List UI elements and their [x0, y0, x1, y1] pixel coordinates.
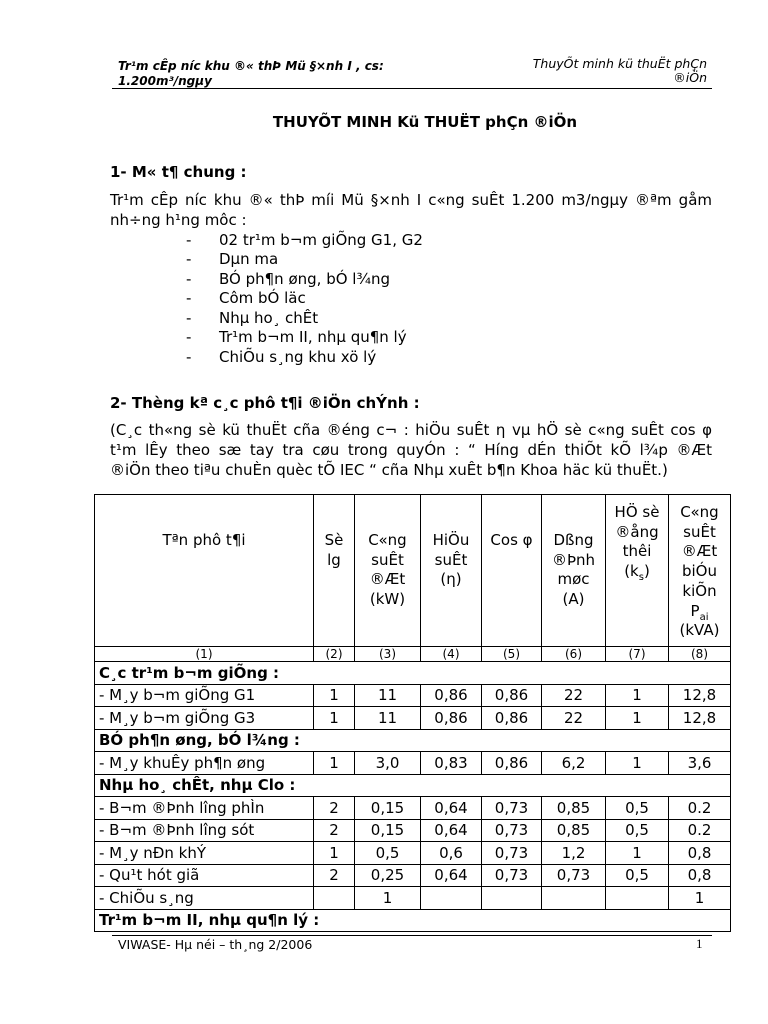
table-row [95, 864, 731, 887]
column-header-load-name [95, 495, 314, 647]
column-number: (8) [669, 647, 731, 662]
quantity-cell: 2 [314, 864, 355, 887]
quantity-cell: 1 [314, 842, 355, 865]
quantity-cell [314, 887, 355, 910]
group-label: BÓ ph¶n øng, bÓ l¾ng : [95, 729, 731, 752]
apparent-power-cell: 0,8 [669, 864, 731, 887]
efficiency-cell: 0,64 [421, 797, 482, 820]
column-header-subscript: ai [699, 611, 709, 623]
column-header-apparent-power [669, 495, 731, 647]
column-header-label: Cos φ [490, 531, 533, 549]
efficiency-cell: 0,6 [421, 842, 482, 865]
quantity-cell: 1 [314, 752, 355, 775]
column-header-cos-phi [482, 495, 542, 647]
cos-phi-cell: 0,86 [482, 684, 542, 707]
column-header-label: C«ng suÊt ®Æt biÓu kiÕn P [680, 503, 719, 620]
section2-paragraph [110, 420, 712, 480]
cos-phi-cell: 0,73 [482, 819, 542, 842]
rated-current-cell [542, 887, 606, 910]
load-name-cell: - Qu¹t hót giã [95, 864, 314, 887]
column-header-label: HiÖu suÊt (η) [432, 531, 470, 589]
paragraph-line: (C¸c th«ng sè kü thuËt cña ®éng c¬ : hiÖu suÊt η vµ hÖ sè c«ng suÊt cos φ [110, 421, 712, 439]
rated-power-cell: 0,15 [355, 819, 421, 842]
list-item [186, 348, 423, 368]
column-header-label: Tªn phô t¶i [162, 531, 246, 549]
simultaneity-factor-cell: 0,5 [606, 797, 669, 820]
list-item [186, 289, 423, 309]
cos-phi-cell: 0,86 [482, 707, 542, 730]
table-row [95, 707, 731, 730]
table-row [95, 887, 731, 910]
rated-current-cell: 0,85 [542, 797, 606, 820]
list-marker: - [186, 347, 192, 366]
list-item [186, 250, 423, 270]
column-number: (2) [314, 647, 355, 662]
rated-power-cell: 11 [355, 707, 421, 730]
simultaneity-factor-cell: 1 [606, 707, 669, 730]
rated-current-cell: 0,73 [542, 864, 606, 887]
load-name-cell: - M¸y khuÊy ph¶n øng [95, 752, 314, 775]
load-name-cell: - B¬m ®Þnh lîng phÌn [95, 797, 314, 820]
rated-power-cell: 11 [355, 684, 421, 707]
load-name-cell: - B¬m ®Þnh lîng sót [95, 819, 314, 842]
table-row [95, 752, 731, 775]
table-group-row [95, 729, 731, 752]
apparent-power-cell: 1 [669, 887, 731, 910]
column-number: (7) [606, 647, 669, 662]
rated-current-cell: 22 [542, 684, 606, 707]
document-title: THUYÕT MINH Kü THUËT phÇn ®iÖn [272, 113, 578, 131]
list-marker: - [186, 269, 192, 288]
table-row [95, 684, 731, 707]
page-number: 1 [696, 936, 703, 951]
list-marker: - [186, 230, 192, 249]
running-header-project [118, 59, 448, 89]
apparent-power-cell: 3,6 [669, 752, 731, 775]
footer-organization-date: VIWASE- Hµ néi – th¸ng 2/2006 [118, 937, 313, 952]
running-header-project-line1: Tr¹m cÊp níc khu ®« thÞ Mü §×nh I , cs: [118, 59, 384, 73]
list-item [186, 309, 423, 329]
simultaneity-factor-cell: 1 [606, 684, 669, 707]
column-header-label: HÖ sè ®ång thêi (k [614, 503, 660, 581]
apparent-power-cell: 12,8 [669, 707, 731, 730]
table-header-row [95, 495, 731, 647]
quantity-cell: 1 [314, 707, 355, 730]
header-rule [112, 88, 712, 89]
running-header-project-line2: 1.200m³/ngµy [118, 74, 212, 88]
paragraph-line: Tr¹m cÊp níc khu ®« thÞ míi Mü §×nh I c«ng suÊt 1.200 m3/ngµy ®ªm gåm [110, 191, 712, 209]
work-items-list [186, 231, 423, 368]
list-item [186, 270, 423, 290]
section2-heading: 2- Thèng kª c¸c phô t¶i ®iÖn chÝnh : [110, 394, 420, 412]
rated-power-cell: 1 [355, 887, 421, 910]
apparent-power-cell: 0,8 [669, 842, 731, 865]
rated-current-cell: 1,2 [542, 842, 606, 865]
column-header-efficiency [421, 495, 482, 647]
rated-power-cell: 0,5 [355, 842, 421, 865]
cos-phi-cell: 0,73 [482, 797, 542, 820]
list-marker: - [186, 328, 192, 346]
section1-paragraph [110, 191, 712, 230]
running-header-document-line1: ThuyÕt minh kü thuËt phÇn [532, 56, 707, 71]
load-name-cell: - M¸y b¬m giÕng G3 [95, 707, 314, 730]
column-header-rated-current [542, 495, 606, 647]
table-row [95, 797, 731, 820]
group-label: Tr¹m b¬m II, nhµ qu¶n lý : [95, 909, 731, 932]
table-row [95, 819, 731, 842]
load-name-cell: - M¸y b¬m giÕng G1 [95, 684, 314, 707]
paragraph-line: nh÷ng h¹ng môc : [110, 210, 247, 229]
list-item-text: BÓ ph¶n øng, bÓ l¾ng [219, 269, 391, 288]
quantity-cell: 1 [314, 684, 355, 707]
column-header-suffix: (kVA) [679, 621, 720, 640]
apparent-power-cell: 0.2 [669, 819, 731, 842]
column-number: (1) [95, 647, 314, 662]
simultaneity-factor-cell: 0,5 [606, 819, 669, 842]
efficiency-cell: 0,64 [421, 819, 482, 842]
column-header-label: Sè lg [324, 531, 344, 569]
column-number-row [95, 647, 731, 662]
quantity-cell: 2 [314, 819, 355, 842]
group-label: Nhµ ho¸ chÊt, nhµ Clo : [95, 774, 731, 797]
section1-heading: 1- M« t¶ chung : [110, 163, 247, 181]
list-marker: - [186, 250, 192, 268]
table-group-row [95, 909, 731, 932]
table-row [95, 842, 731, 865]
rated-current-cell: 0,85 [542, 819, 606, 842]
list-item-text: 02 tr¹m b¬m giÕng G1, G2 [219, 230, 423, 249]
cos-phi-cell [482, 887, 542, 910]
table-group-row [95, 774, 731, 797]
list-item [186, 328, 423, 348]
column-number: (5) [482, 647, 542, 662]
rated-power-cell: 3,0 [355, 752, 421, 775]
group-label: C¸c tr¹m b¬m giÕng : [95, 662, 731, 685]
apparent-power-cell: 12,8 [669, 684, 731, 707]
apparent-power-cell: 0.2 [669, 797, 731, 820]
paragraph-line: ®iÖn theo tiªu chuÈn quèc tÕ IEC “ cña Nhµ xuÊt b¶n Khoa häc kü thuËt.) [110, 461, 668, 479]
load-name-cell: - ChiÕu s¸ng [95, 887, 314, 910]
column-number: (3) [355, 647, 421, 662]
column-number: (4) [421, 647, 482, 662]
list-item-text: Dµn ma [219, 250, 279, 268]
running-header-document [447, 57, 707, 85]
column-header-quantity [314, 495, 355, 647]
simultaneity-factor-cell [606, 887, 669, 910]
paragraph-line: t¹m lÊy theo sæ tay tra cøu trong quyÓn : “ Híng dÉn thiÕt kÕ l¾p ®Æt [110, 441, 712, 459]
cos-phi-cell: 0,73 [482, 864, 542, 887]
column-header-rated-power [355, 495, 421, 647]
list-marker: - [186, 289, 192, 307]
simultaneity-factor-cell: 0,5 [606, 864, 669, 887]
efficiency-cell [421, 887, 482, 910]
running-header-document-line2: ®iÖn [673, 70, 707, 85]
efficiency-cell: 0,86 [421, 707, 482, 730]
efficiency-cell: 0,86 [421, 684, 482, 707]
rated-current-cell: 22 [542, 707, 606, 730]
simultaneity-factor-cell: 1 [606, 842, 669, 865]
load-name-cell: - M¸y nÐn khÝ [95, 842, 314, 865]
column-header-label: C«ng suÊt ®Æt (kW) [368, 531, 407, 609]
simultaneity-factor-cell: 1 [606, 752, 669, 775]
electrical-load-table [94, 494, 731, 932]
list-item [186, 231, 423, 251]
quantity-cell: 2 [314, 797, 355, 820]
cos-phi-cell: 0,86 [482, 752, 542, 775]
list-item-text: Tr¹m b¬m II, nhµ qu¶n lý [219, 328, 407, 346]
list-item-text: ChiÕu s¸ng khu xö lý [219, 347, 377, 366]
list-marker: - [186, 308, 192, 327]
column-number: (6) [542, 647, 606, 662]
column-header-suffix: ) [643, 562, 650, 581]
list-item-text: Côm bÓ läc [219, 289, 306, 307]
rated-current-cell: 6,2 [542, 752, 606, 775]
list-item-text: Nhµ ho¸ chÊt [219, 308, 319, 327]
footer-rule [112, 935, 712, 936]
efficiency-cell: 0,64 [421, 864, 482, 887]
table-group-row [95, 662, 731, 685]
cos-phi-cell: 0,73 [482, 842, 542, 865]
column-header-subscript: s [638, 572, 644, 584]
column-header-label: Dßng ®Þnh møc (A) [551, 531, 596, 609]
rated-power-cell: 0,25 [355, 864, 421, 887]
rated-power-cell: 0,15 [355, 797, 421, 820]
efficiency-cell: 0,83 [421, 752, 482, 775]
column-header-simultaneity-factor [606, 495, 669, 647]
